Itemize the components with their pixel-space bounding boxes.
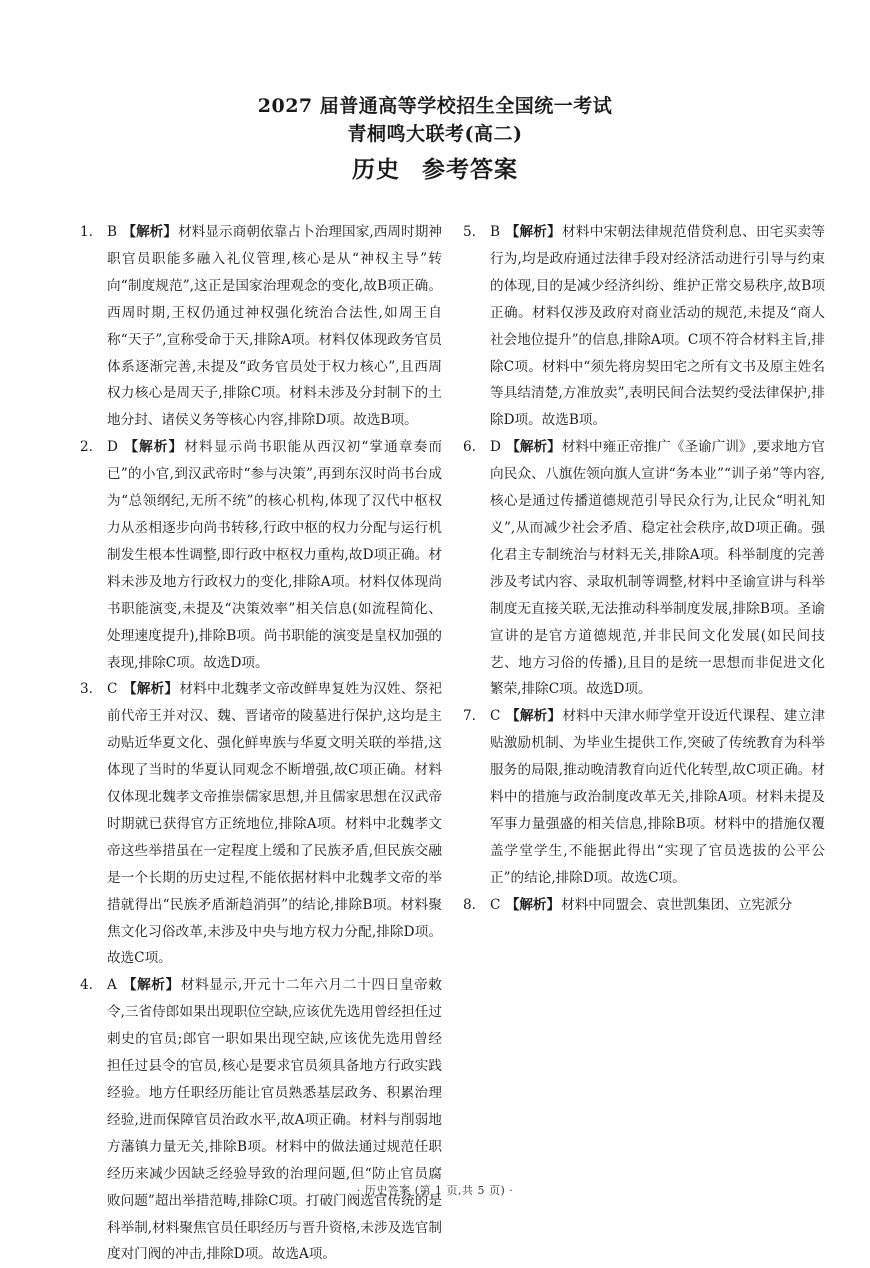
analysis-tag: 【解析】 [505, 896, 561, 913]
question-number: 5. [463, 224, 476, 240]
answer-letter: B [107, 224, 117, 240]
analysis-tag: 【解析】 [506, 439, 561, 456]
answer-letter: C [107, 681, 118, 698]
analysis-tag: 【解析】 [122, 977, 180, 994]
question-number: 2. [80, 439, 93, 456]
answer-item-1 [80, 219, 442, 434]
question-number: 3. [80, 681, 93, 698]
subject-label: 历史 [352, 156, 400, 183]
answer-item-7 [463, 703, 825, 891]
page-footer: · 历史答案 (第 1 页,共 5 页) · [356, 1184, 514, 1197]
question-number: 7. [463, 708, 476, 725]
right-column [463, 219, 825, 919]
question-number: 4. [80, 977, 93, 994]
explanation-text: 材料中天津水师学堂开设近代课程、建立津贴激励机制、为毕业生提供工作,突破了传统教育为科举服务的局限,推动晚清教育向近代化转型,故C项正确。材料中的措施与政治制度改革无关,排除A项。材料未提及军事力量强盛的相关信息,排除B项。材料中的措施仅覆盖学堂学生,不能据此得出“实现了官员选拔的公平公正”的结论,排除D项。故选C项。 [490, 708, 826, 886]
analysis-tag: 【解析】 [122, 224, 178, 240]
answer-letter: C [490, 896, 501, 913]
exam-subtitle: 青桐鸣大联考(高二) [347, 123, 523, 145]
exam-title: 2027 届普通高等学校招生全国统一考试 [257, 95, 613, 117]
answer-letter: D [490, 439, 501, 456]
question-number: 1. [80, 224, 93, 240]
answer-item-2 [80, 434, 442, 676]
explanation-text: 材料显示商朝依靠占卜治理国家,西周时期神职官员职能多融入礼仪管理,核心是从“神权主导”转向“制度规范”,这正是国家治理观念的变化,故B项正确。西周时期,王权仍通过神权强化统治合法性,如周王自称“天子”,宣称受命于天,排除A项。材料仅体现政务官员体系逐渐完善,未提及“政务官员处于权力核心”,且西周权力核心是周天子,排除C项。材料未涉及分封制下的土地分封、诸侯义务等核心内容,排除D项。故选B项。 [107, 224, 442, 429]
answer-letter: C [490, 708, 501, 725]
answer-letter: A [107, 977, 117, 994]
answer-item-5 [463, 219, 825, 434]
answer-letter: B [490, 224, 500, 240]
explanation-text: 材料显示尚书职能从西汉初“掌通章奏而已”的小官,到汉武帝时“参与决策”,再到东汉时尚书台成为“总领纲纪,无所不统”的核心机构,体现了汉代中枢权力从丞相逐步向尚书转移,行政中枢的权力分配与运行机制发生根本性调整,即行政中枢权力重构,故D项正确。材料未涉及地方行政权力的变化,排除A项。材料仅体现尚书职能演变,未提及“决策效率”相关信息(如流程简化、处理速度提升),排除B项。尚书职能的演变是皇权加强的表现,排除C项。故选D项。 [107, 439, 443, 671]
explanation-text: 材料中宋朝法律规范借贷利息、田宅买卖等行为,均是政府通过法律手段对经济活动进行引导与约束的体现,目的是减少经济纠纷、维护正常交易秩序,故B项正确。材料仅涉及政府对商业活动的规范,未提及“商人社会地位提升”的信息,排除A项。C项不符合材料主旨,排除C项。材料中“须先将房契田宅之所有文书及原主姓名等具结清楚,方准放卖”,表明民间合法契约受法律保护,排除D项。故选B项。 [490, 224, 826, 429]
question-number: 6. [463, 439, 476, 456]
analysis-tag: 【解析】 [505, 224, 562, 240]
explanation-text: 材料显示,开元十二年六月二十四日皇帝敕令,三省侍郎如果出现职位空缺,应该优先选用曾经担任过刺史的官员;郎官一职如果出现空缺,应该优先选用曾经担任过县令的官员,核心是要求官员须具备地方行政实践经验。地方任职经历能让官员熟悉基层政务、积累治理经验,进而保障官员治政水平,故A项正确。材料与削弱地方藩镇力量无关,排除B项。材料中的做法通过规范任职经历来减少因缺乏经验导致的治理问题,但“防止官员腐败问题”超出举措范畴,排除C项。打破门阀选官传统的是科举制,材料聚焦官员任职经历与晋升资格,未涉及选官制度对门阀的冲击,排除D项。故选A项。 [107, 977, 442, 1263]
explanation-text: 材料中雍正帝推广《圣谕广训》,要求地方官向民众、八旗佐领向旗人宣讲“务本业”“训子弟”等内容,核心是通过传播道德规范引导民众行为,让民众“明礼知义”,从而减少社会矛盾、稳定社会秩序,故D项正确。强化君主专制统治与材料无关,排除A项。科举制度的完善涉及考试内容、录取机制等调整,材料中圣谕宣讲与科举制度无直接关联,无法推动科举制度发展,排除B项。圣谕宣讲的是官方道德规范,并非民间文化发展(如民间技艺、地方习俗的传播),且目的是统一思想而非促进文化繁荣,排除C项。故选D项。 [490, 439, 826, 698]
analysis-tag: 【解析】 [122, 681, 179, 698]
analysis-tag: 【解析】 [505, 708, 562, 725]
document-title [0, 153, 870, 187]
explanation-text: 材料中北魏孝文帝改鲜卑复姓为汉姓、祭祀前代帝王并对汉、魏、晋诸帝的陵墓进行保护,这均是主动贴近华夏文化、强化鲜卑族与华夏文明关联的举措,这体现了当时的华夏认同观念不断增强,故C项正确。材料仅体现北魏孝文帝推崇儒家思想,并且儒家思想在汉武帝时期就已获得官方正统地位,排除A项。材料中北魏孝文帝这些举措虽在一定程度上缓和了民族矛盾,但民族交融是一个长期的历史过程,不能依据材料中北魏孝文帝的举措就得出“民族矛盾渐趋消弭”的结论,排除B项。材料聚焦文化习俗改革,未涉及中央与地方权力分配,排除D项。故选C项。 [107, 681, 443, 967]
answer-item-6 [463, 434, 825, 703]
answer-item-4 [80, 972, 442, 1268]
page-header [0, 92, 870, 187]
answer-item-8 [463, 892, 825, 919]
left-column [80, 219, 442, 1268]
answer-item-3 [80, 676, 442, 972]
doc-type-label: 参考答案 [422, 156, 518, 183]
analysis-tag: 【解析】 [124, 439, 184, 456]
explanation-text: 材料中同盟会、袁世凯集团、立宪派分 [561, 896, 793, 913]
question-number: 8. [463, 896, 476, 913]
answer-letter: D [107, 439, 118, 456]
